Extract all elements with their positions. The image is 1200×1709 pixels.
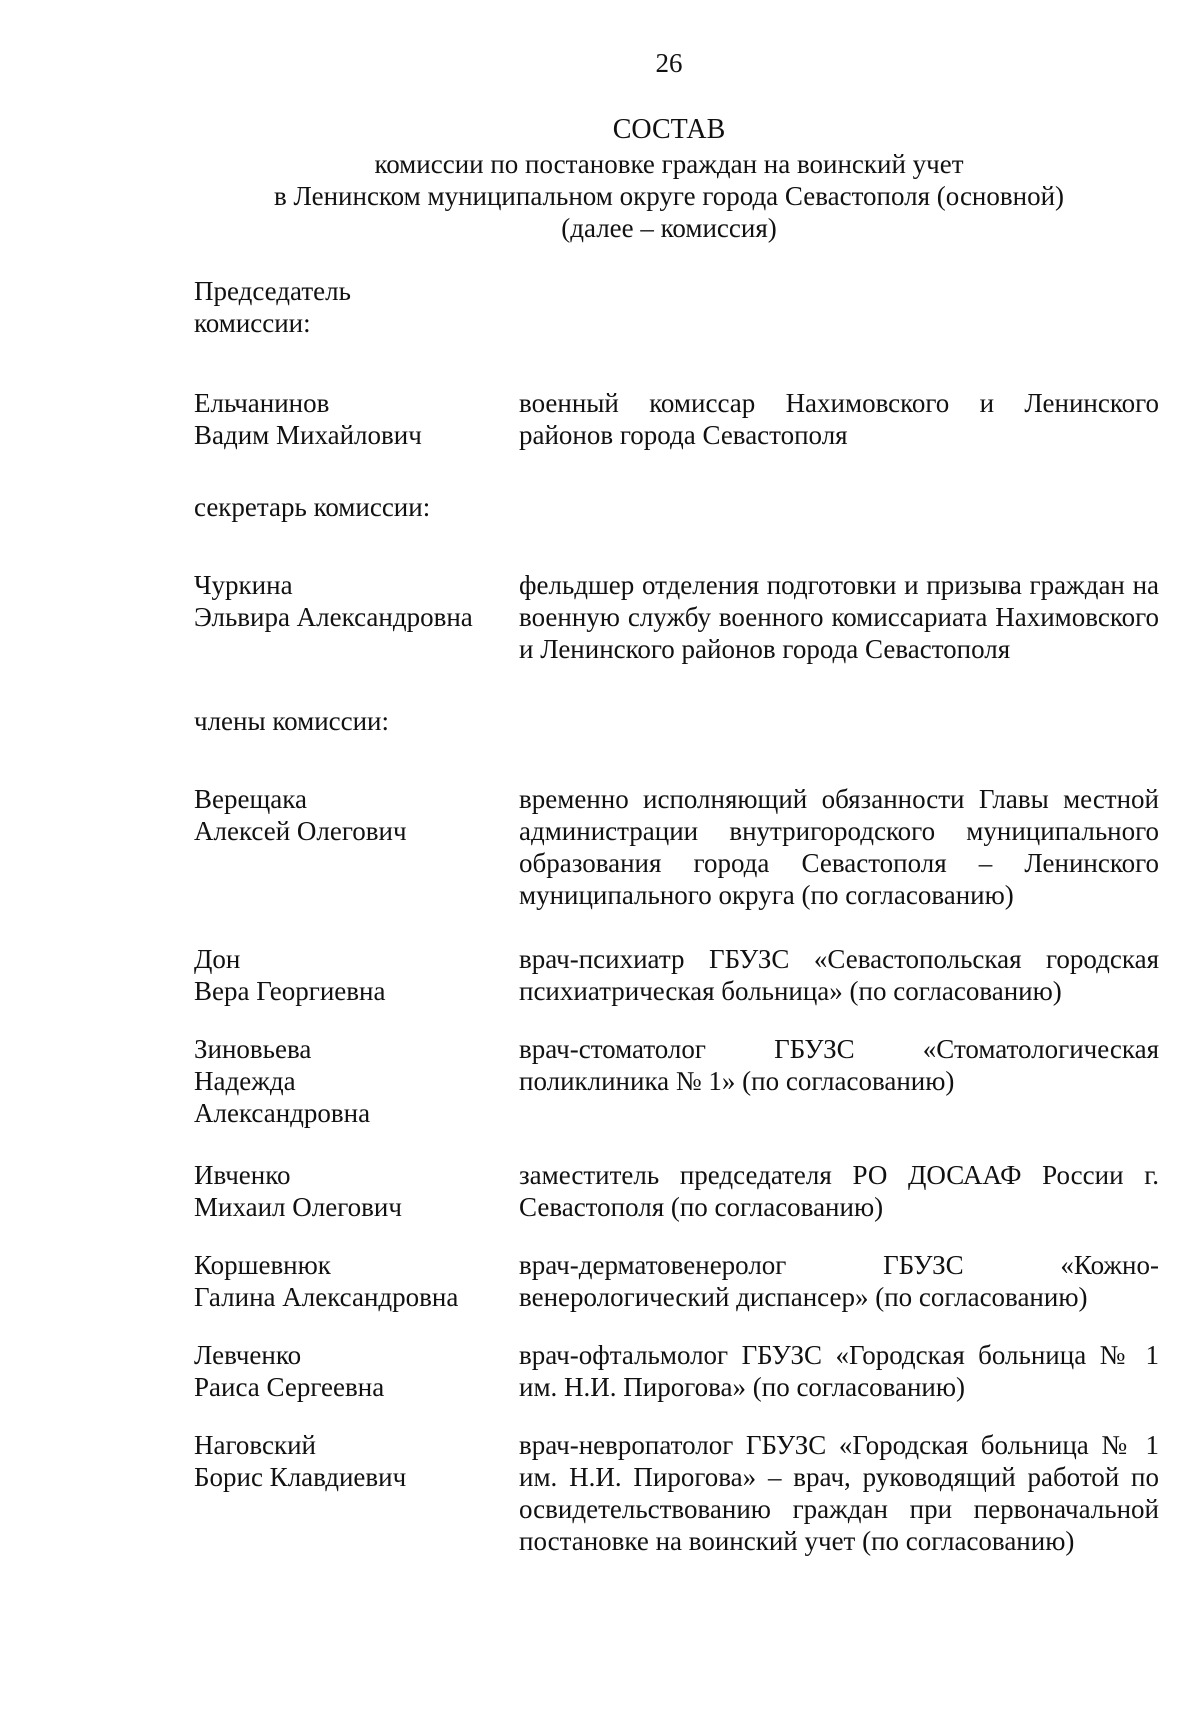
person-name: Наговский Борис Клавдиевич [194, 1430, 407, 1492]
document-title: СОСТАВ [612, 114, 726, 145]
person-position: временно исполняющий обязанности Главы местной администрации внутригородского муниципального образования города Севастополя – Ленинского муниципального округа (по согласованию) [519, 784, 1159, 910]
person-position: врач-дерматовенеролог ГБУЗС «Кожно-венерологический диспансер» (по согласованию) [519, 1250, 1159, 1312]
member-entry [194, 1339, 1159, 1403]
person-position: врач-психиатр ГБУЗС «Севастопольская городская психиатрическая больница» (по согласованию) [519, 944, 1159, 1006]
member-entry [194, 943, 1159, 1007]
document-header [138, 114, 1200, 244]
member-entry [194, 1159, 1159, 1223]
person-position: врач-офтальмолог ГБУЗС «Городская больница № 1 им. Н.И. Пирогова» (по согласованию) [519, 1340, 1159, 1402]
document-body [194, 275, 1159, 1557]
person-name: Верещака Алексей Олегович [194, 784, 407, 846]
person-position: военный комиссар Нахимовского и Ленинского районов города Севастополя [519, 388, 1159, 450]
secretary-entry [194, 569, 1159, 665]
person-position: врач-невропатолог ГБУЗС «Городская больница № 1 им. Н.И. Пирогова» – врач, руководящий работой по освидетельствованию граждан при первоначальной постановке на воинский учет (по согласованию) [519, 1430, 1159, 1556]
secretary-label: секретарь комиссии: [194, 492, 431, 522]
person-name: Ивченко Михаил Олегович [194, 1160, 402, 1222]
header-line-1: комиссии по постановке граждан на воинский учет [374, 149, 964, 179]
chairman-label: Председатель комиссии: [194, 276, 351, 338]
person-name: Зиновьева Надежда Александровна [194, 1034, 371, 1128]
page-number: 26 [655, 48, 683, 78]
person-position: врач-стоматолог ГБУЗС «Стоматологическая поликлиника № 1» (по согласованию) [519, 1034, 1159, 1096]
members-label: члены комиссии: [194, 706, 390, 736]
member-entry [194, 1033, 1159, 1129]
header-line-3: (далее – комиссия) [561, 213, 777, 243]
person-name: Чуркина Эльвира Александровна [194, 570, 473, 632]
person-position: заместитель председателя РО ДОСААФ России г. Севастополя (по согласованию) [519, 1160, 1159, 1222]
member-entry [194, 783, 1159, 911]
header-line-2: в Ленинском муниципальном округе города Севастополя (основной) [273, 181, 1065, 211]
person-position: фельдшер отделения подготовки и призыва граждан на военную службу военного комиссариата Нахимовского и Ленинского районов города Севастополя [519, 570, 1159, 664]
chairman-entry [194, 387, 1159, 451]
person-name: Коршевнюк Галина Александровна [194, 1250, 459, 1312]
person-name: Ельчанинов Вадим Михайлович [194, 388, 422, 450]
person-name: Левченко Раиса Сергеевна [194, 1340, 385, 1402]
member-entry [194, 1429, 1159, 1557]
person-name: Дон Вера Георгиевна [194, 944, 386, 1006]
member-entry [194, 1249, 1159, 1313]
